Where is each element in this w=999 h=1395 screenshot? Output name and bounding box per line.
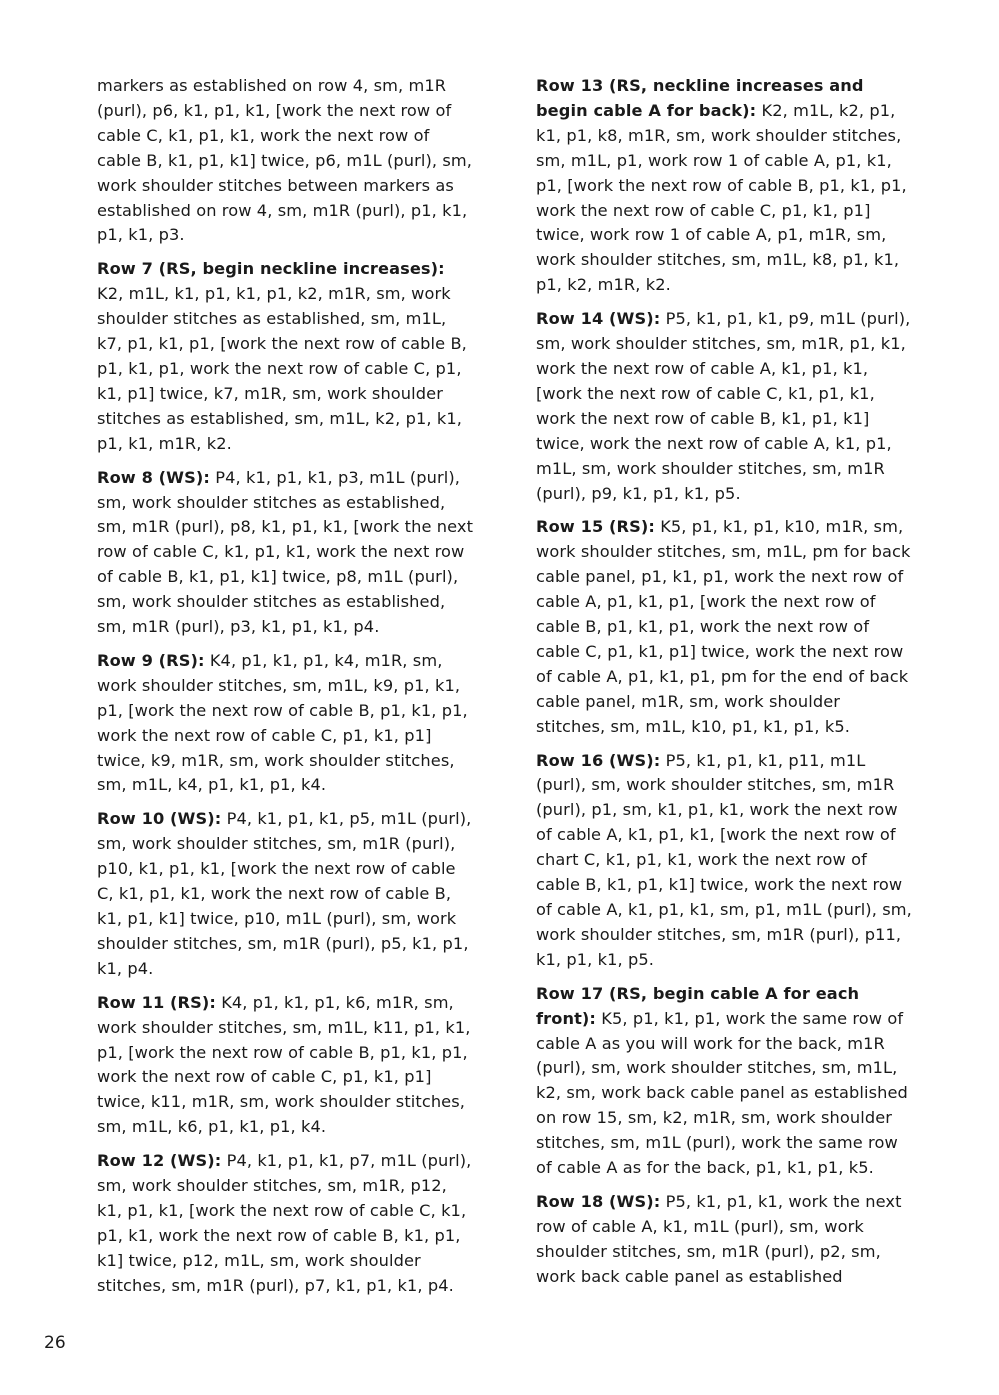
- paragraph-row-10: [97, 807, 475, 981]
- paragraph-text: markers as established on row 4, sm, m1R (purl), p6, k1, p1, k1, [work the next row of cable C, k1, p1, k1, work the next row of cable B, k1, p1, k1] twice, p6, m1L (purl), sm, work shoulder stitches between markers as established on row 4, sm, m1R (purl), p1, k1, p1, k1, p3.: [97, 76, 473, 245]
- row-instructions: P4, k1, p1, k1, p7, m1L (purl), sm, work shoulder stitches, sm, m1R, p12, k1, p1, k1, [work the next row of cable C, k1, p1, k1, work the next row of cable B, k1, p1, k1] twice, p12, m1L, sm, work shoulder stitches, sm, m1R (purl), p7, k1, p1, k1, p4.: [97, 1151, 472, 1295]
- paragraph-row-15: [536, 515, 914, 739]
- paragraph-row-17: [536, 982, 914, 1181]
- row-label: Row 15 (RS):: [536, 517, 655, 537]
- row-instructions: P4, k1, p1, k1, p3, m1L (purl), sm, work shoulder stitches as established, sm, m1R (purl), p8, k1, p1, k1, [work the next row of cable C, k1, p1, k1, work the next row of cable B, k1, p1, k1] twice, p8, m1L (purl), sm, work shoulder stitches as established, sm, m1R (purl), p3, k1, p1, k1, p4.: [97, 467, 474, 637]
- row-label: Row 9 (RS):: [97, 650, 205, 670]
- row-label: Row 13 (RS, neckline increases and begin cable A for back):: [536, 76, 864, 120]
- row-label: Row 11 (RS):: [97, 992, 216, 1012]
- row-instructions: P4, k1, p1, k1, p5, m1L (purl), sm, work shoulder stitches, sm, m1R (purl), p10, k1, p1, k1, [work the next row of cable C, k1, p1, k1, work the next row of cable B, k1, p1, k1] twice, p10, m1L (purl), sm, work shoulder stitches, sm, m1R (purl), p5, k1, p1, k1, p4.: [97, 809, 472, 978]
- left-column: [97, 74, 475, 1308]
- right-column: [536, 74, 914, 1299]
- row-label: Row 7 (RS, begin neckline increases):: [97, 259, 445, 279]
- row-instructions: P5, k1, p1, k1, p9, m1L (purl), sm, work shoulder stitches, sm, m1R, p1, k1, work the next row of cable A, k1, p1, k1, [work the next row of cable C, k1, p1, k1, work the next row of cable B, k1, p1, k1] twice, work the next row of cable A, k1, p1, m1L, sm, work shoulder stitches, sm, m1R (purl), p9, k1, p1, k1, p5.: [536, 309, 911, 503]
- paragraph-row-9: [97, 649, 475, 798]
- row-label: Row 12 (WS):: [97, 1151, 222, 1171]
- paragraph-row-14: [536, 307, 914, 506]
- paragraph-row-7: [97, 257, 475, 456]
- paragraph-row-18: [536, 1190, 914, 1290]
- row-instructions: K2, m1L, k2, p1, k1, p1, k8, m1R, sm, work shoulder stitches, sm, m1L, p1, work row 1 of cable A, p1, k1, p1, [work the next row of cable B, p1, k1, p1, work the next row of cable C, p1, k1, p1] twice, work row 1 of cable A, p1, m1R, sm, work shoulder stitches, sm, m1L, k8, p1, k1, p1, k2, m1R, k2.: [536, 100, 907, 295]
- row-label: Row 17 (RS, begin cable A for each front):: [536, 983, 860, 1028]
- row-instructions: P5, k1, p1, k1, p11, m1L (purl), sm, work shoulder stitches, sm, m1R (purl), p1, sm, k1, p1, k1, work the next row of cable A, k1, p1, k1, [work the next row of chart C, k1, p1, k1, work the next row of cable B, k1, p1, k1] twice, work the next row of cable A, k1, p1, k1, sm, p1, m1L (purl), sm, work shoulder stitches, sm, m1R (purl), p11, k1, p1, k1, p5.: [536, 750, 912, 969]
- paragraph-row-16: [536, 749, 914, 973]
- row-instructions: K5, p1, k1, p1, k10, m1R, sm, work shoulder stitches, sm, m1L, pm for back cable panel, p1, k1, p1, work the next row of cable A, p1, k1, p1, [work the next row of cable B, p1, k1, p1, work the next row of cable C, p1, k1, p1] twice, work the next row of cable A, p1, k1, p1, pm for the end of back cable panel, m1R, sm, work shoulder stitches, sm, m1L, k10, p1, k1, p1, k5.: [536, 517, 911, 736]
- row-label: Row 8 (WS):: [97, 467, 210, 487]
- row-instructions: K4, p1, k1, p1, k6, m1R, sm, work shoulder stitches, sm, m1L, k11, p1, k1, p1, [work the next row of cable B, p1, k1, p1, work the next row of cable C, p1, k1, p1] twice, k11, m1R, sm, work shoulder stitches, sm, m1L, k6, p1, k1, p1, k4.: [97, 992, 471, 1137]
- row-instructions: K4, p1, k1, p1, k4, m1R, sm, work shoulder stitches, sm, m1L, k9, p1, k1, p1, [work the next row of cable B, p1, k1, p1, work the next row of cable C, p1, k1, p1] twice, k9, m1R, sm, work shoulder stitches, sm, m1L, k4, p1, k1, p1, k4.: [97, 650, 468, 795]
- row-instructions: P5, k1, p1, k1, work the next row of cable A, k1, m1L (purl), sm, work shoulder stitches, sm, m1R (purl), p2, sm, work back cable panel as established: [536, 1191, 902, 1286]
- row-instructions: K5, p1, k1, p1, work the same row of cable A as you will work for the back, m1R (purl), sm, work shoulder stitches, sm, m1L, k2, sm, work back cable panel as established on row 15, sm, k2, m1R, sm, work shoulder stitches, sm, m1L (purl), work the same row of cable A as for the back, p1, k1, p1, k5.: [536, 1008, 908, 1178]
- row-label: Row 14 (WS):: [536, 309, 661, 329]
- row-label: Row 16 (WS):: [536, 750, 661, 770]
- row-label: Row 18 (WS):: [536, 1191, 661, 1211]
- paragraph-row-11: [97, 991, 475, 1140]
- paragraph-row-12: [97, 1149, 475, 1298]
- row-label: Row 10 (WS):: [97, 809, 222, 829]
- row-instructions: K2, m1L, k1, p1, k1, p1, k2, m1R, sm, work shoulder stitches as established, sm, m1L, k7, p1, k1, p1, [work the next row of cable B, p1, k1, p1, work the next row of cable C, p1, k1, p1] twice, k7, m1R, sm, work shoulder stitches as established, sm, m1L, k2, p1, k1, p1, k1, m1R, k2.: [97, 284, 467, 453]
- page-number: 26: [44, 1333, 66, 1353]
- paragraph-continuation: [97, 74, 475, 248]
- paragraph-row-13: [536, 74, 914, 298]
- paragraph-row-8: [97, 466, 475, 640]
